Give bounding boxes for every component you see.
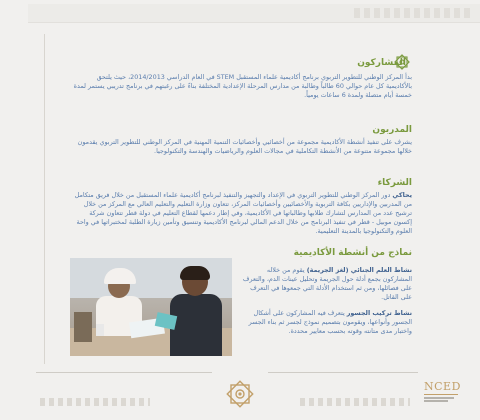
top-decorative-band (28, 4, 480, 23)
partners-body: دور المركز الوطني للتطوير التربوي في الإعداد والتجهيز والتنفيذ لبرنامج أكاديمية علماء المستقبل من خلال فريق متكامل من المدربين والإداريين بكافة التربوية والأخصائيين وأخصائيات المركز، تتعاون وزارة التعليم والتعليم العالي مع المركز من خلال ترشيح عدد من المدارس لتشارك طلابها وطالباتها في الأكاديمية، وفي إطار دعمها لقطاع التعليم في دولة قطر تتعاون شركة إكسون موبيل - قطر في تنفيذ البرنامج من خلال الدعم المالي لبرنامج الأكاديمية وتنسيق وتأمين زيارة الطلبة لمختبراتها في واحة العلوم والتكنولوجيا بالمدينة التعليمية. (74, 191, 412, 235)
nced-logo (424, 380, 461, 402)
footer-pattern-right (300, 398, 410, 406)
activity-crime-science-text: يقوم من خلاله المشاركون بجمع أدلة حول الجريمة وتحليل عينات الدم، والتعرف على فصائلها، ومن ثم استخدام الأدلة التي جمعوها في التعرف على القاتل. (242, 266, 412, 301)
partners-heading: الشركاء (377, 178, 412, 188)
activities-heading: نماذج من أنشطة الأكاديمية (293, 248, 412, 258)
footer-pattern-left (40, 398, 150, 406)
trainers-heading: المدربون (372, 125, 412, 135)
activity-bridges-text: يتعرف فيه المشاركون على أشكال الجسور وأنواعها، ويقومون بتصميم نموذج لجسر ثم بناء الجسر واختبار مدى متانته وقوته بحسب معايير محددة. (248, 309, 412, 335)
trainers-paragraph: يشرف على تنفيذ أنشطة الأكاديمية مجموعة من أخصائيي وأخصائيات التنمية المهنية في المركز الوطني للتطوير التربوي يقدمون خلالها مجموعة متنوعة من الأنشطة التكاملية في مجالات العلوم والرياضيات والهندسة والتكنولوجيا. (77, 138, 412, 155)
partners-lead: يحاكي (392, 191, 412, 199)
partners-paragraph (72, 191, 412, 236)
left-divider-line (44, 34, 45, 364)
top-pattern (354, 8, 474, 18)
activity-crime-science-title: نشاط العلم الجنائي (لغز الجريمة) (306, 266, 412, 274)
nced-brand-text: NCED (424, 380, 461, 393)
footer-line-right (268, 372, 418, 373)
ornament-logo-icon (224, 378, 256, 410)
footer-line-left (36, 372, 212, 373)
activity-bridges (240, 309, 412, 336)
participants-paragraph: بدأ المركز الوطني للتطوير التربوي برنامج أكاديمية علماء المستقبل STEM في العام الدراسي 2014/2013، حيث يلتحق بالأكاديمية كل عام حوالي 60 طالباً وطالبة من مدارس المرحلة الإعدادية المختلفة بناءً على رغبتهم في برنامج تدريبي يستمر لمدة خمسة أيام متصلة ولمدة 6 ساعات يومياً. (73, 73, 412, 99)
students-doing-activity-photo (70, 258, 232, 356)
participants-heading: المشاركون (357, 58, 406, 68)
nced-subtitle-mark (424, 397, 458, 402)
activity-bridges-title: نشاط تركيب الجسور (346, 309, 412, 317)
activity-crime-science (240, 266, 412, 302)
